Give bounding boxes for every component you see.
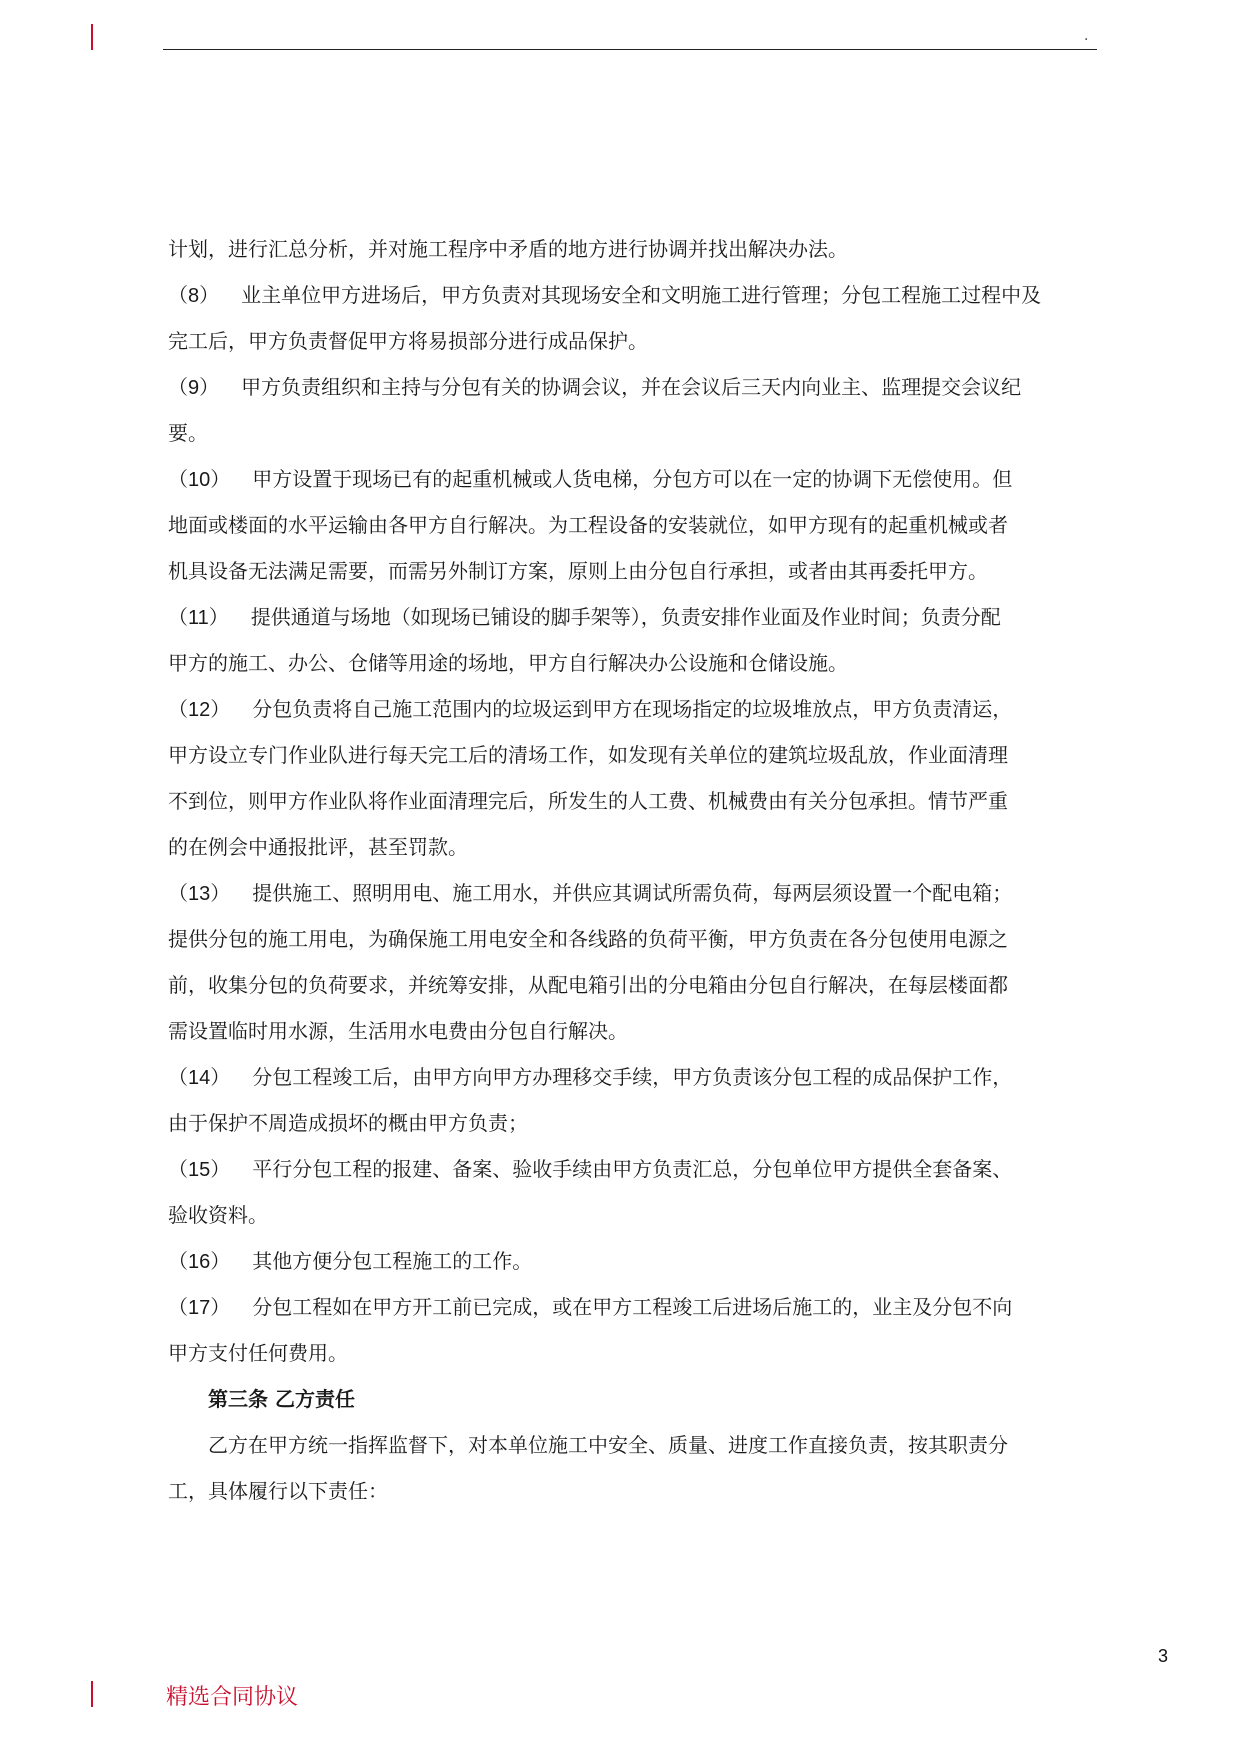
document-body: [168, 226, 1094, 1514]
clause-number: （16）: [168, 1251, 231, 1273]
paragraph-line: [168, 318, 1094, 364]
paragraph-line: [168, 1008, 1094, 1054]
paragraph-line: [168, 916, 1094, 962]
clause-text: 提供分包的施工用电，为确保施工用电安全和各线路的负荷平衡，甲方负责在各分包使用电源之: [168, 927, 1008, 951]
paragraph-line: [168, 272, 1094, 318]
clause-text: 地面或楼面的水平运输由各甲方自行解决。为工程设备的安装就位，如甲方现有的起重机械或者: [168, 513, 1008, 537]
paragraph-line: [168, 1100, 1094, 1146]
clause-text: 业主单位甲方进场后，甲方负责对其现场安全和文明施工进行管理；分包工程施工过程中及: [241, 283, 1042, 307]
clause-text: 前，收集分包的负荷要求，并统筹安排，从配电箱引出的分电箱由分包自行解决，在每层楼面都: [168, 973, 1008, 997]
clause-number: （17）: [168, 1297, 231, 1319]
paragraph-line: [168, 226, 1094, 272]
clause-text: 需设置临时用水源，生活用水电费由分包自行解决。: [168, 1019, 628, 1043]
clause-text: 完工后，甲方负责督促甲方将易损部分进行成品保护。: [168, 329, 648, 353]
clause-text: 甲方的施工、办公、仓储等用途的场地，甲方自行解决办公设施和仓储设施。: [168, 651, 848, 675]
clause-text: 提供施工、照明用电、施工用水，并供应其调试所需负荷，每两层须设置一个配电箱；: [252, 881, 1013, 905]
clause-number: （15）: [168, 1159, 231, 1181]
paragraph-line: [168, 1238, 1094, 1284]
clause-text: 由于保护不周造成损坏的概由甲方负责；: [168, 1111, 528, 1135]
clause-text: 分包负责将自己施工范围内的垃圾运到甲方在现场指定的垃圾堆放点，甲方负责清运，: [252, 697, 1013, 721]
clause-number: （14）: [168, 1067, 231, 1089]
paragraph-line: [168, 502, 1094, 548]
clause-text: 其他方便分包工程施工的工作。: [252, 1249, 533, 1273]
paragraph-line: [168, 732, 1094, 778]
paragraph-line: [168, 410, 1094, 456]
header-margin-mark: [91, 24, 93, 50]
paragraph-line: [168, 456, 1094, 502]
clause-lines: [168, 226, 1094, 1376]
clause-number: （8）: [168, 285, 220, 307]
clause-text: 不到位，则甲方作业队将作业面清理完后，所发生的人工费、机械费由有关分包承担。情节严重: [168, 789, 1008, 813]
header-rule: [163, 49, 1097, 50]
clause-text: 甲方设置于现场已有的起重机械或人货电梯，分包方可以在一定的协调下无偿使用。但: [252, 467, 1013, 491]
footer-text: 精选合同协议: [166, 1685, 299, 1710]
footer-margin-mark: [91, 1681, 93, 1707]
paragraph-line: [168, 548, 1094, 594]
clause-number: （10）: [168, 469, 231, 491]
page-number: 3: [1158, 1646, 1169, 1666]
clause-text: 甲方支付任何费用。: [168, 1341, 348, 1365]
paragraph-line: [168, 1146, 1094, 1192]
clause-text: 分包工程竣工后，由甲方向甲方办理移交手续，甲方负责该分包工程的成品保护工作，: [252, 1065, 1013, 1089]
paragraph-line: [168, 1330, 1094, 1376]
clause-number: （13）: [168, 883, 231, 905]
clause-text: 机具设备无法满足需要，而需另外制订方案，原则上由分包自行承担，或者由其再委托甲方。: [168, 559, 988, 583]
clause-text: 要。: [168, 421, 208, 445]
paragraph-line: [168, 364, 1094, 410]
header-mark: .: [1084, 28, 1089, 44]
clause-text: 的在例会中通报批评，甚至罚款。: [168, 835, 468, 859]
paragraph-line: [168, 686, 1094, 732]
paragraph-line: [168, 594, 1094, 640]
clause-text: 提供通道与场地（如现场已铺设的脚手架等），负责安排作业面及作业时间；负责分配: [250, 605, 1001, 629]
paragraph-line: [168, 778, 1094, 824]
clause-text: 甲方设立专门作业队进行每天完工后的清场工作，如发现有关单位的建筑垃圾乱放，作业面清理: [168, 743, 1008, 767]
clause-number: （9）: [168, 377, 220, 399]
paragraph-line: 工，具体履行以下责任：: [168, 1479, 388, 1503]
paragraph-line: [168, 640, 1094, 686]
clause-text: 平行分包工程的报建、备案、验收手续由甲方负责汇总，分包单位甲方提供全套备案、: [252, 1157, 1013, 1181]
clause-text: 分包工程如在甲方开工前已完成，或在甲方工程竣工后进场后施工的，业主及分包不向: [252, 1295, 1013, 1319]
clause-number: （11）: [168, 607, 229, 629]
paragraph-line: 乙方在甲方统一指挥监督下，对本单位施工中安全、质量、进度工作直接负责，按其职责分: [208, 1433, 1008, 1457]
paragraph-line: [168, 824, 1094, 870]
paragraph-line: [168, 962, 1094, 1008]
section-heading: 第三条 乙方责任: [208, 1387, 355, 1411]
paragraph-line: [168, 1054, 1094, 1100]
paragraph-line: [168, 870, 1094, 916]
paragraph-line: [168, 1192, 1094, 1238]
clause-text: 验收资料。: [168, 1203, 268, 1227]
clause-text: 计划，进行汇总分析，并对施工程序中矛盾的地方进行协调并找出解决办法。: [168, 237, 848, 261]
clause-text: 甲方负责组织和主持与分包有关的协调会议，并在会议后三天内向业主、监理提交会议纪: [241, 375, 1022, 399]
paragraph-line: [168, 1284, 1094, 1330]
clause-number: （12）: [168, 699, 231, 721]
